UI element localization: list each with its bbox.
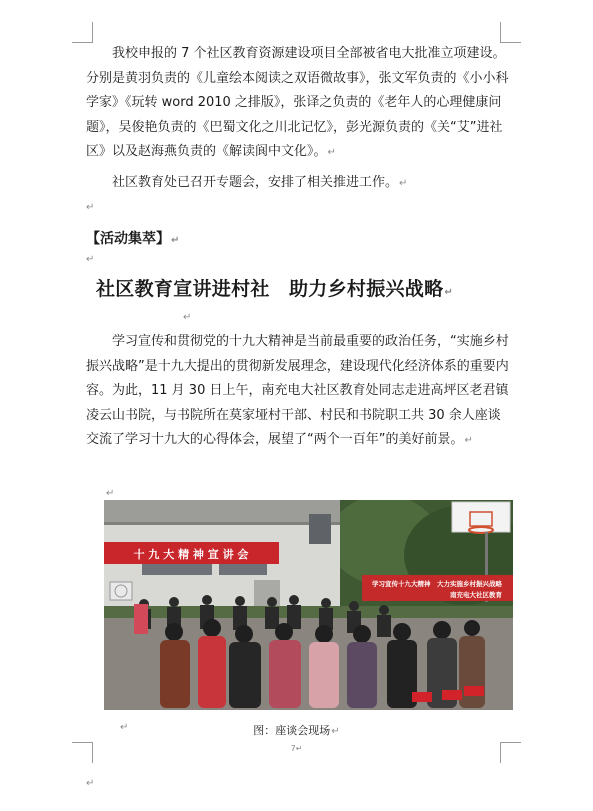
seminar-photo[interactable] — [104, 500, 513, 710]
photo-caption[interactable] — [0, 722, 593, 738]
paragraph-mark: ↵ — [171, 235, 180, 246]
article-title-text: 社区教育宣讲进村社 助力乡村振兴战略 — [96, 278, 444, 300]
body-paragraph[interactable] — [86, 330, 510, 454]
empty-paragraph-mark: ↵ — [183, 312, 192, 323]
banner-right-line2: 南充电大社区教育 — [450, 591, 502, 599]
page-number — [0, 744, 593, 753]
empty-paragraph-mark: ↵ — [86, 202, 95, 213]
body-text: 学习宣传和贯彻党的十九大精神是当前最重要的政治任务，“实施乡村振兴战略”是十九大提出的贯彻新发展理念，建设现代化经济体系的重要内容。为此，11 月 30 日上午，南充电大社区教育处同志走进高坪区老君镇凌云山书院，与书院所在莫家垭村干部、村民和书院职工共 30 余人座谈交流了学习十九大的心得体会，展望了“两个一百年”的美好前景。 — [86, 334, 509, 447]
empty-paragraph-mark: ↵ — [120, 722, 129, 733]
seminar-photo-image — [104, 500, 513, 710]
paragraph-mark: ↵ — [331, 726, 340, 737]
crop-mark-top-left — [72, 22, 93, 43]
section-tag-text: 【活动集萃】 — [86, 231, 170, 247]
empty-paragraph-mark: ↵ — [86, 778, 95, 789]
paragraph-mark: ↵ — [327, 147, 336, 158]
meeting-paragraph[interactable] — [86, 171, 510, 197]
article-title[interactable] — [96, 274, 453, 301]
paragraph-mark: ↵ — [295, 744, 303, 753]
empty-paragraph-mark: ↵ — [86, 254, 95, 265]
page-number-text: 7 — [290, 744, 296, 753]
banner-left-text: 十 九 大 精 神 宣 讲 会 — [133, 548, 249, 561]
paragraph-mark: ↵ — [444, 287, 454, 298]
intro-text: 我校申报的 7 个社区教育资源建设项目全部被省电大批准立项建设。分别是黄羽负责的《儿童绘本阅读之双语微故事》，张文军负责的《小小科学家》《玩转 word 2010 之排版》，张译之负责的《老年人的心理健康问题》，吴俊艳负责的《巴蜀文化之川北记忆》，彭光源负责的《关“艾”进社区》以及赵海燕负责的《解读阆中文化》。 — [86, 46, 509, 159]
meeting-text: 社区教育处已召开专题会，安排了相关推进工作。 — [112, 175, 399, 190]
section-tag[interactable] — [86, 228, 179, 248]
crop-mark-top-right — [500, 22, 521, 43]
paragraph-mark: ↵ — [399, 178, 408, 189]
photo-caption-text: 图：座谈会现场 — [253, 724, 331, 737]
paragraph-mark: ↵ — [464, 435, 473, 446]
banner-right-line1: 学习宣传十九大精神 大力实施乡村振兴战略 — [372, 580, 502, 588]
empty-paragraph-mark: ↵ — [106, 488, 115, 499]
intro-paragraph[interactable] — [86, 42, 510, 166]
